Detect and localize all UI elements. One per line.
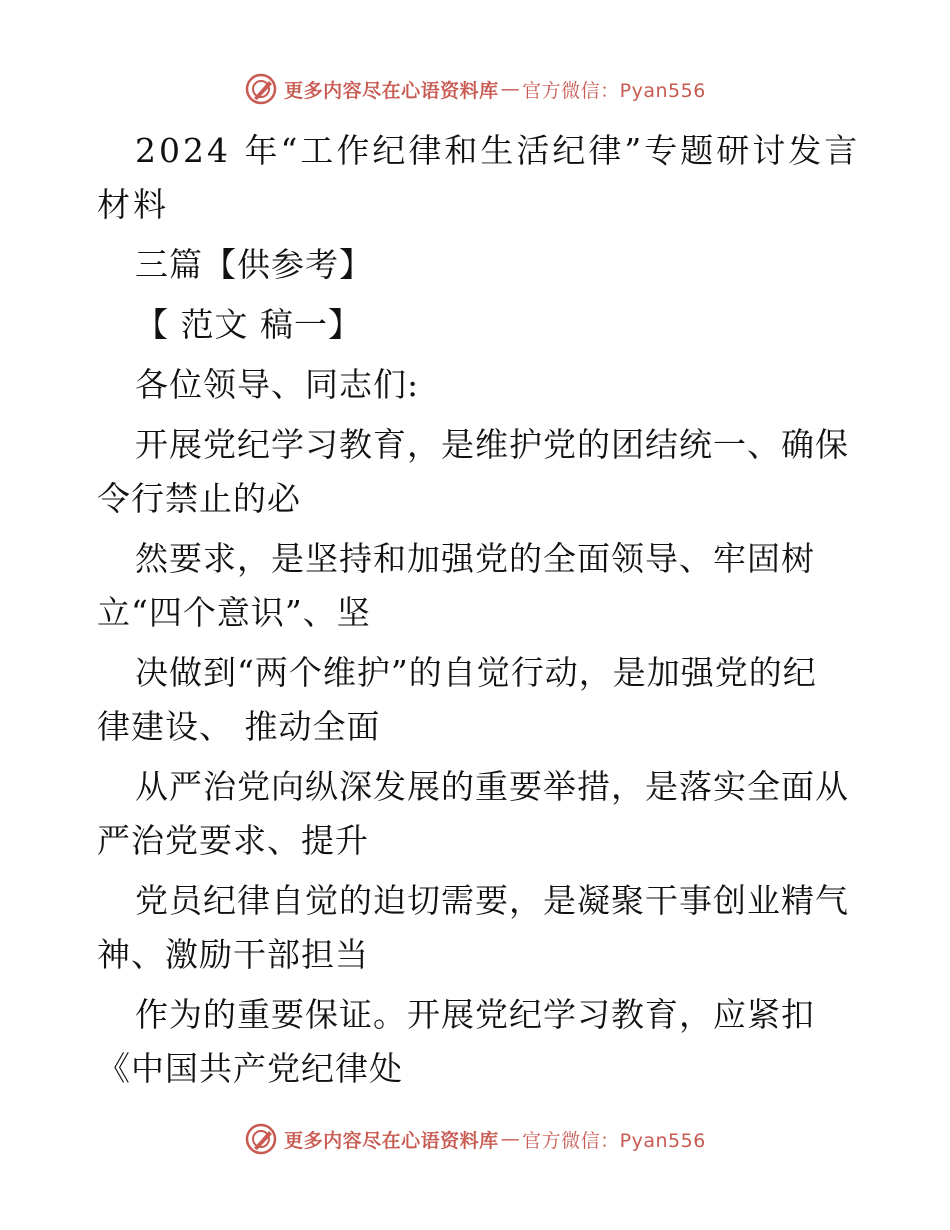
paragraph-line: 然要求，是坚持和加强党的全面领导、牢固树: [135, 539, 815, 578]
watermark-sub-text: 官方微信：Pyan556: [522, 79, 706, 102]
paragraph-line: 《中国共产党纪律处: [97, 1049, 403, 1088]
paragraph-line: 决做到“两个维护”的自觉行动，是加强党的纪: [135, 653, 817, 692]
document-body: [97, 124, 861, 1096]
paragraph-line: 神、激励干部担当: [97, 935, 369, 974]
watermark-main-text: 更多内容尽在心语资料库: [284, 79, 499, 102]
paragraph-line: 立“四个意识”、坚: [97, 593, 371, 632]
footer-watermark: [0, 1122, 950, 1156]
paragraph-line: 律建设、 推动全面: [97, 707, 381, 746]
paragraph-line: 从严治党向纵深发展的重要举措，是落实全面从: [135, 767, 849, 806]
pen-logo-icon: [244, 1122, 278, 1156]
paragraph-line: 严治党要求、提升: [97, 821, 369, 860]
watermark-main-text: 更多内容尽在心语资料库: [284, 1129, 499, 1152]
paragraph-line: 开展党纪学习教育，是维护党的团结统一、确保: [135, 425, 849, 464]
paragraph-line: 作为的重要保证。开展党纪学习教育，应紧扣: [135, 995, 815, 1034]
subtitle: 三篇【供参考】: [135, 245, 373, 284]
watermark-separator: —: [500, 78, 521, 100]
section-heading: 【 范文 稿一】: [135, 305, 362, 344]
document-title-line-1: 2024 年“工作纪律和生活纪律”专题研讨发言: [135, 131, 861, 170]
watermark-sub-text: 官方微信：Pyan556: [522, 1129, 706, 1152]
watermark-separator: —: [500, 1128, 521, 1150]
document-title-line-2: 材料: [97, 185, 169, 224]
header-watermark: [0, 72, 950, 106]
pen-logo-icon: [244, 72, 278, 106]
salutation: 各位领导、同志们:: [135, 365, 420, 404]
paragraph-line: 党员纪律自觉的迫切需要，是凝聚干事创业精气: [135, 881, 849, 920]
paragraph-line: 令行禁止的必: [97, 479, 301, 518]
